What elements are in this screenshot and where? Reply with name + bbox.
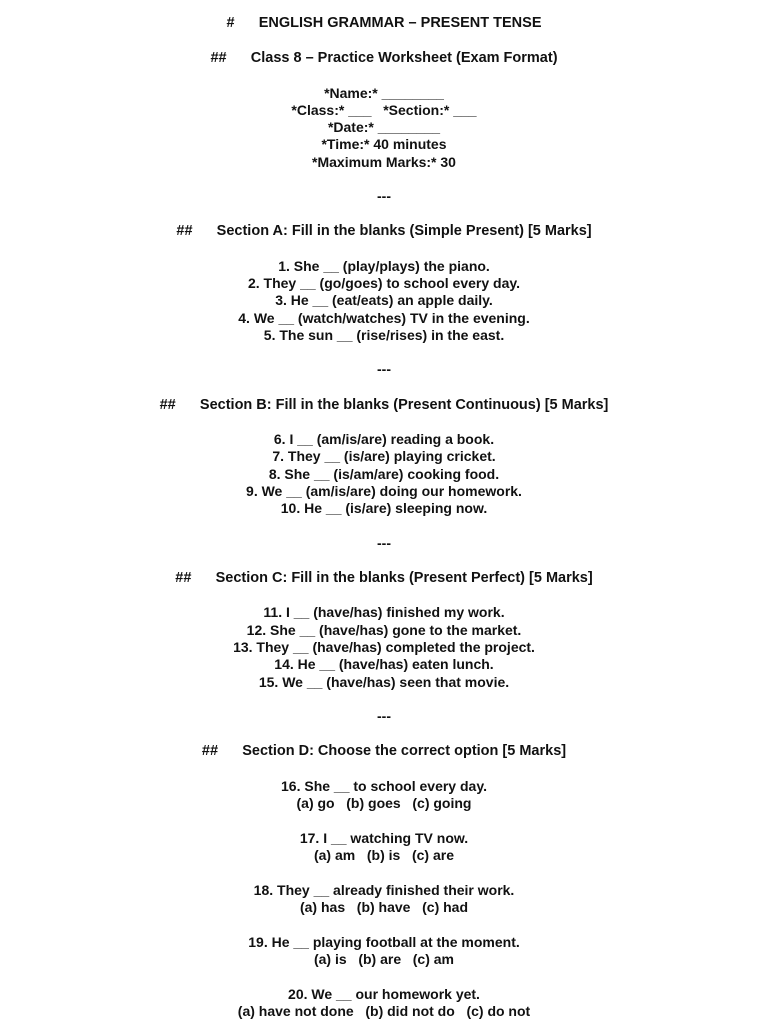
question-item: 14. He __ (have/has) eaten lunch. — [274, 656, 494, 672]
section-d-heading: ## Section D: Choose the correct option [5 Marks] — [201, 743, 567, 759]
divider: --- — [377, 361, 391, 377]
class-section-line: *Class:* ___ *Section:* ___ — [291, 102, 477, 118]
date-line: *Date:* ________ — [327, 119, 441, 135]
question-item: 8. She __ (is/am/are) cooking food. — [268, 466, 500, 482]
mcq-question: 19. He __ playing football at the moment. — [248, 934, 520, 950]
question-item: 12. She __ (have/has) gone to the market. — [246, 622, 522, 638]
question-item: 9. We __ (am/is/are) doing our homework. — [246, 483, 522, 499]
mcq-options: (a) go (b) goes (c) going — [296, 795, 472, 811]
mcq-question: 18. They __ already finished their work. — [253, 882, 515, 898]
question-item: 13. They __ (have/has) completed the project. — [233, 639, 535, 655]
maximum-marks-line: *Maximum Marks:* 30 — [312, 154, 456, 170]
question-item: 4. We __ (watch/watches) TV in the evening. — [238, 310, 530, 326]
divider: --- — [377, 188, 391, 204]
divider: --- — [377, 708, 391, 724]
mcq-question: 17. I __ watching TV now. — [299, 830, 469, 846]
worksheet-title: # ENGLISH GRAMMAR – PRESENT TENSE — [226, 15, 542, 31]
question-item: 1. She __ (play/plays) the piano. — [278, 258, 490, 274]
question-item: 6. I __ (am/is/are) reading a book. — [273, 431, 495, 447]
mcq-options: (a) am (b) is (c) are — [313, 847, 455, 863]
question-item: 3. He __ (eat/eats) an apple daily. — [275, 292, 493, 308]
name-field-line: *Name:* ________ — [324, 85, 444, 101]
question-item: 7. They __ (is/are) playing cricket. — [272, 448, 496, 464]
question-item: 15. We __ (have/has) seen that movie. — [258, 674, 510, 690]
mcq-question: 16. She __ to school every day. — [281, 778, 487, 794]
time-line: *Time:* 40 minutes — [321, 136, 447, 152]
question-item: 11. I __ (have/has) finished my work. — [263, 604, 505, 620]
mcq-options: (a) have not done (b) did not do (c) do not — [237, 1003, 531, 1019]
mcq-question: 20. We __ our homework yet. — [288, 986, 480, 1002]
divider: --- — [377, 535, 391, 551]
question-item: 10. He __ (is/are) sleeping now. — [280, 500, 488, 516]
section-b-heading: ## Section B: Fill in the blanks (Present Continuous) [5 Marks] — [159, 397, 609, 413]
section-c-heading: ## Section C: Fill in the blanks (Present Perfect) [5 Marks] — [175, 570, 593, 586]
section-a-heading: ## Section A: Fill in the blanks (Simple Present) [5 Marks] — [176, 223, 592, 239]
mcq-options: (a) is (b) are (c) am — [313, 951, 455, 967]
question-item: 5. The sun __ (rise/rises) in the east. — [263, 327, 505, 343]
worksheet-subtitle: ## Class 8 – Practice Worksheet (Exam Format) — [210, 50, 558, 66]
mcq-options: (a) has (b) have (c) had — [299, 899, 469, 915]
question-item: 2. They __ (go/goes) to school every day. — [247, 275, 521, 291]
